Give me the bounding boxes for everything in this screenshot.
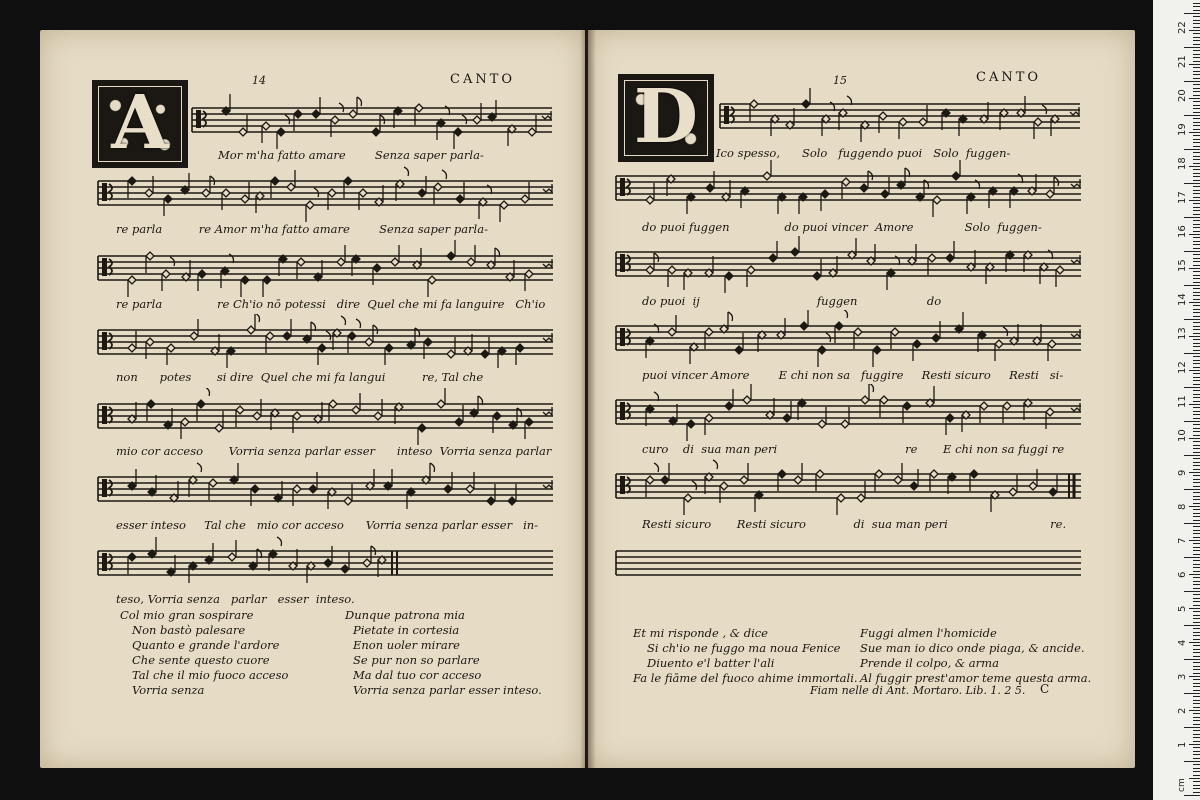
music-staff: [588, 458, 1135, 518]
note-head: [209, 479, 217, 487]
lyric-line: curo di sua man peri re E chi non sa fuggi re: [642, 442, 1065, 456]
note-head: [735, 346, 743, 354]
music-staff: [40, 240, 585, 300]
music-staff: [588, 88, 1135, 148]
lyric-line: re parla re Ch'io nō potessi dire Quel che mi fa languire Ch'io: [116, 297, 546, 311]
note-head: [646, 266, 654, 274]
note-head: [167, 344, 175, 352]
verse-line: Tal che il mio fuoco acceso: [132, 668, 289, 682]
note-head: [128, 344, 136, 352]
note-head: [857, 494, 865, 502]
ruler-number: 21: [1177, 55, 1188, 68]
note-head: [743, 396, 751, 404]
note-head: [861, 396, 869, 404]
note-head: [294, 110, 302, 118]
ruler-number: 1: [1177, 741, 1188, 748]
note-head: [197, 400, 205, 408]
note-head: [875, 470, 883, 478]
note-head: [970, 470, 978, 478]
ruler-number: 8: [1177, 503, 1188, 510]
note-head: [236, 406, 244, 414]
ruler-number: 5: [1177, 605, 1188, 612]
note-head: [239, 128, 247, 136]
note-head: [837, 494, 845, 502]
note-head: [842, 178, 850, 186]
note-head: [352, 406, 360, 414]
note-head: [385, 344, 393, 352]
note-head: [202, 189, 210, 197]
note-head: [813, 272, 821, 280]
note-head: [198, 270, 206, 278]
note-head: [841, 420, 849, 428]
note-head: [493, 412, 501, 420]
note-head: [344, 177, 352, 185]
note-head: [374, 412, 382, 420]
note-head: [1049, 488, 1057, 496]
note-head: [500, 201, 508, 209]
note-head: [372, 128, 380, 136]
note-head: [508, 497, 516, 505]
verse-line: Al fuggir prest'amor teme questa arma.: [860, 671, 1092, 685]
note-head: [283, 332, 291, 340]
note-head: [329, 400, 337, 408]
verse-stanza-right: [345, 608, 542, 698]
ruler-number: 20: [1177, 89, 1188, 102]
note-head: [146, 338, 154, 346]
note-head: [528, 128, 536, 136]
note-head: [277, 128, 285, 136]
page-number: 15: [833, 74, 847, 87]
note-head: [328, 189, 336, 197]
ruler-number: 12: [1177, 361, 1188, 374]
verse-line: Fuggi almen l'homicide: [860, 626, 997, 640]
note-head: [720, 482, 728, 490]
ruler-number: 19: [1177, 123, 1188, 136]
verse-line: Sue man io dico onde piaga, & ancide.: [860, 641, 1085, 655]
note-head: [293, 412, 301, 420]
lyric-line: esser inteso Tal che mio cor acceso Vorria senza parlar esser in-: [116, 518, 539, 532]
verse-line: Che sente questo cuore: [132, 653, 270, 667]
note-head: [447, 350, 455, 358]
note-head: [128, 276, 136, 284]
lyric-line: Mor m'ha fatto amare Senza saper parla-: [218, 148, 484, 162]
note-head: [331, 116, 339, 124]
note-head: [705, 328, 713, 336]
music-staff: [40, 165, 585, 225]
note-head: [415, 104, 423, 112]
note-head: [253, 412, 261, 420]
note-head: [646, 476, 654, 484]
left-page: [40, 30, 585, 768]
note-head: [455, 418, 463, 426]
measuring-ruler: [1153, 0, 1200, 800]
note-head: [1046, 190, 1054, 198]
ruler-number: 13: [1177, 327, 1188, 340]
note-head: [769, 254, 777, 262]
note-head: [424, 338, 432, 346]
note-head: [928, 254, 936, 262]
ruler-number: 6: [1177, 571, 1188, 578]
note-head: [164, 195, 172, 203]
ruler-number: 14: [1177, 293, 1188, 306]
note-head: [297, 258, 305, 266]
note-head: [365, 338, 373, 346]
music-staff: [40, 461, 585, 521]
lyric-line: Resti sicuro Resti sicuro di sua man peri re.: [642, 517, 1067, 531]
page-header: CANTO: [976, 70, 1042, 85]
lyric-line: non potes si dire Quel che mi fa langui re, Tal che: [116, 370, 484, 384]
note-head: [661, 476, 669, 484]
note-head: [821, 190, 829, 198]
note-head: [763, 172, 771, 180]
ruler-number: 7: [1177, 537, 1188, 544]
lyric-line: re parla re Amor m'ha fatto amare Senza saper parla-: [116, 222, 488, 236]
verse-line: Se pur non so parlare: [353, 653, 480, 667]
note-head: [147, 400, 155, 408]
verse-line: Enon uoler mirare: [353, 638, 460, 652]
note-head: [418, 424, 426, 432]
ruler-number: 17: [1177, 191, 1188, 204]
note-head: [466, 485, 474, 493]
ruler-number: 18: [1177, 157, 1188, 170]
note-head: [487, 497, 495, 505]
note-head: [910, 482, 918, 490]
note-head: [337, 258, 345, 266]
note-head: [725, 272, 733, 280]
note-head: [668, 266, 676, 274]
ruler-number: 3: [1177, 673, 1188, 680]
note-head: [228, 553, 236, 561]
note-head: [306, 201, 314, 209]
note-head: [750, 100, 758, 108]
lyric-line: Ico spesso, Solo fuggendo puoi Solo fuggen-: [716, 146, 1011, 160]
note-head: [521, 195, 529, 203]
note-head: [525, 418, 533, 426]
note-head: [287, 183, 295, 191]
note-head: [860, 184, 868, 192]
note-head: [391, 258, 399, 266]
note-head: [919, 118, 927, 126]
verse-stanza-left: [120, 608, 288, 698]
page-number: 14: [252, 74, 266, 87]
note-head: [1009, 488, 1017, 496]
note-head: [266, 332, 274, 340]
note-head: [880, 396, 888, 404]
note-head: [241, 195, 249, 203]
note-head: [913, 340, 921, 348]
note-head: [363, 559, 371, 567]
verse-line: Vorria senza: [132, 683, 205, 697]
ruler-number: 10: [1177, 429, 1188, 442]
ruler-number: 15: [1177, 259, 1188, 272]
note-head: [162, 270, 170, 278]
note-head: [318, 344, 326, 352]
note-head: [473, 116, 481, 124]
ruler-number: 2: [1177, 707, 1188, 714]
ruler-number: 22: [1177, 21, 1188, 34]
ruler-number: 4: [1177, 639, 1188, 646]
music-staff: [40, 535, 585, 595]
note-head: [262, 122, 270, 130]
note-head: [215, 424, 223, 432]
note-head: [344, 497, 352, 505]
note-head: [903, 402, 911, 410]
note-head: [899, 118, 907, 126]
music-staff: [588, 160, 1135, 220]
note-head: [873, 346, 881, 354]
signature-mark: C: [1040, 682, 1050, 696]
note-head: [447, 252, 455, 260]
note-head: [145, 189, 153, 197]
initial-letter: D: [633, 74, 699, 160]
note-head: [705, 414, 713, 422]
lyric-line: puoi vincer Amore E chi non sa fuggire Resti sicuro Resti si-: [642, 368, 1064, 382]
note-head: [190, 332, 198, 340]
note-head: [373, 264, 381, 272]
note-head: [646, 196, 654, 204]
note-head: [1029, 482, 1037, 490]
verse-line: Dunque patrona mia: [345, 608, 465, 622]
note-head: [251, 485, 259, 493]
verse-line: Diuento e'l batter l'ali: [647, 656, 775, 670]
ruler-number: 16: [1177, 225, 1188, 238]
music-staff: [40, 388, 585, 448]
note-head: [241, 276, 249, 284]
note-head: [128, 177, 136, 185]
note-head: [1003, 402, 1011, 410]
note-head: [933, 196, 941, 204]
blank-staff: [588, 535, 1135, 595]
note-head: [778, 470, 786, 478]
note-head: [946, 254, 954, 262]
note-head: [802, 100, 810, 108]
verse-line: Ma dal tuo cor acceso: [353, 668, 482, 682]
note-head: [800, 322, 808, 330]
note-head: [181, 418, 189, 426]
note-head: [687, 420, 695, 428]
music-staff: [40, 92, 585, 152]
note-head: [740, 476, 748, 484]
lyric-line: do puoi ij fuggen do: [642, 294, 942, 308]
note-head: [668, 328, 676, 336]
note-head: [467, 258, 475, 266]
music-staff: [588, 236, 1135, 296]
note-head: [444, 485, 452, 493]
note-head: [359, 189, 367, 197]
note-head: [418, 189, 426, 197]
ruler-unit: cm: [1177, 778, 1187, 792]
footer-note: Fiam nelle di Ant. Mortaro. Lib. 1. 2 5.: [810, 684, 1026, 697]
note-head: [456, 195, 464, 203]
note-head: [835, 322, 843, 330]
verse-stanza-left: [633, 626, 858, 686]
note-head: [946, 414, 954, 422]
note-head: [341, 565, 349, 573]
lyric-line: do puoi fuggen do puoi vincer Amore Solo fuggen-: [642, 220, 1042, 234]
note-head: [952, 172, 960, 180]
note-head: [791, 248, 799, 256]
note-head: [128, 553, 136, 561]
verse-line: Si ch'io ne fuggo ma noua Fenice: [647, 641, 841, 655]
note-head: [516, 344, 524, 352]
note-head: [293, 485, 301, 493]
note-head: [891, 328, 899, 336]
verse-stanza-right: [860, 626, 1091, 686]
note-head: [437, 400, 445, 408]
lyric-line: teso, Vorria senza parlar esser inteso.: [116, 592, 355, 606]
note-head: [725, 402, 733, 410]
note-head: [854, 328, 862, 336]
note-head: [1048, 340, 1056, 348]
note-head: [312, 110, 320, 118]
verse-line: Quanto e grande l'ardore: [132, 638, 280, 652]
note-head: [271, 177, 279, 185]
note-head: [263, 276, 271, 284]
page-header: CANTO: [450, 72, 516, 87]
note-head: [309, 485, 317, 493]
verse-line: Non bastò palesare: [132, 623, 246, 637]
right-page: [588, 30, 1135, 768]
note-head: [684, 494, 692, 502]
note-head: [816, 470, 824, 478]
verse-line: Fa le fiāme del fuoco ahime immortali.: [633, 671, 858, 685]
note-head: [349, 110, 357, 118]
verse-line: Vorria senza parlar esser inteso.: [353, 683, 542, 697]
note-head: [1046, 408, 1054, 416]
note-head: [932, 334, 940, 342]
note-head: [1056, 266, 1064, 274]
ruler-number: 9: [1177, 469, 1188, 476]
note-head: [881, 190, 889, 198]
verse-line: Col mio gran sospirare: [120, 608, 254, 622]
initial-letter: A: [111, 80, 169, 166]
note-head: [481, 350, 489, 358]
verse-line: Prende il colpo, & arma: [860, 656, 999, 670]
note-head: [980, 402, 988, 410]
note-head: [1034, 118, 1042, 126]
note-head: [706, 184, 714, 192]
note-head: [428, 276, 436, 284]
note-head: [818, 346, 826, 354]
lyric-line: mio cor acceso Vorria senza parlar esser inteso Vorria senza parlar: [116, 444, 552, 458]
music-staff: [40, 314, 585, 374]
note-head: [930, 470, 938, 478]
note-head: [747, 266, 755, 274]
note-head: [247, 326, 255, 334]
note-head: [894, 476, 902, 484]
note-head: [783, 414, 791, 422]
music-staff: [588, 310, 1135, 370]
note-head: [434, 183, 442, 191]
note-head: [454, 128, 462, 136]
ruler-number: 11: [1177, 395, 1188, 408]
note-head: [995, 340, 1003, 348]
note-head: [222, 189, 230, 197]
music-staff: [588, 384, 1135, 444]
note-head: [324, 559, 332, 567]
verse-line: Pietate in cortesia: [353, 623, 460, 637]
note-head: [879, 112, 887, 120]
verse-line: Et mi risponde , & dice: [633, 626, 768, 640]
book-gutter: [580, 30, 596, 768]
note-head: [525, 270, 533, 278]
open-book: [40, 30, 1135, 770]
note-head: [818, 420, 826, 428]
note-head: [794, 476, 802, 484]
note-head: [348, 332, 356, 340]
note-head: [146, 252, 154, 260]
